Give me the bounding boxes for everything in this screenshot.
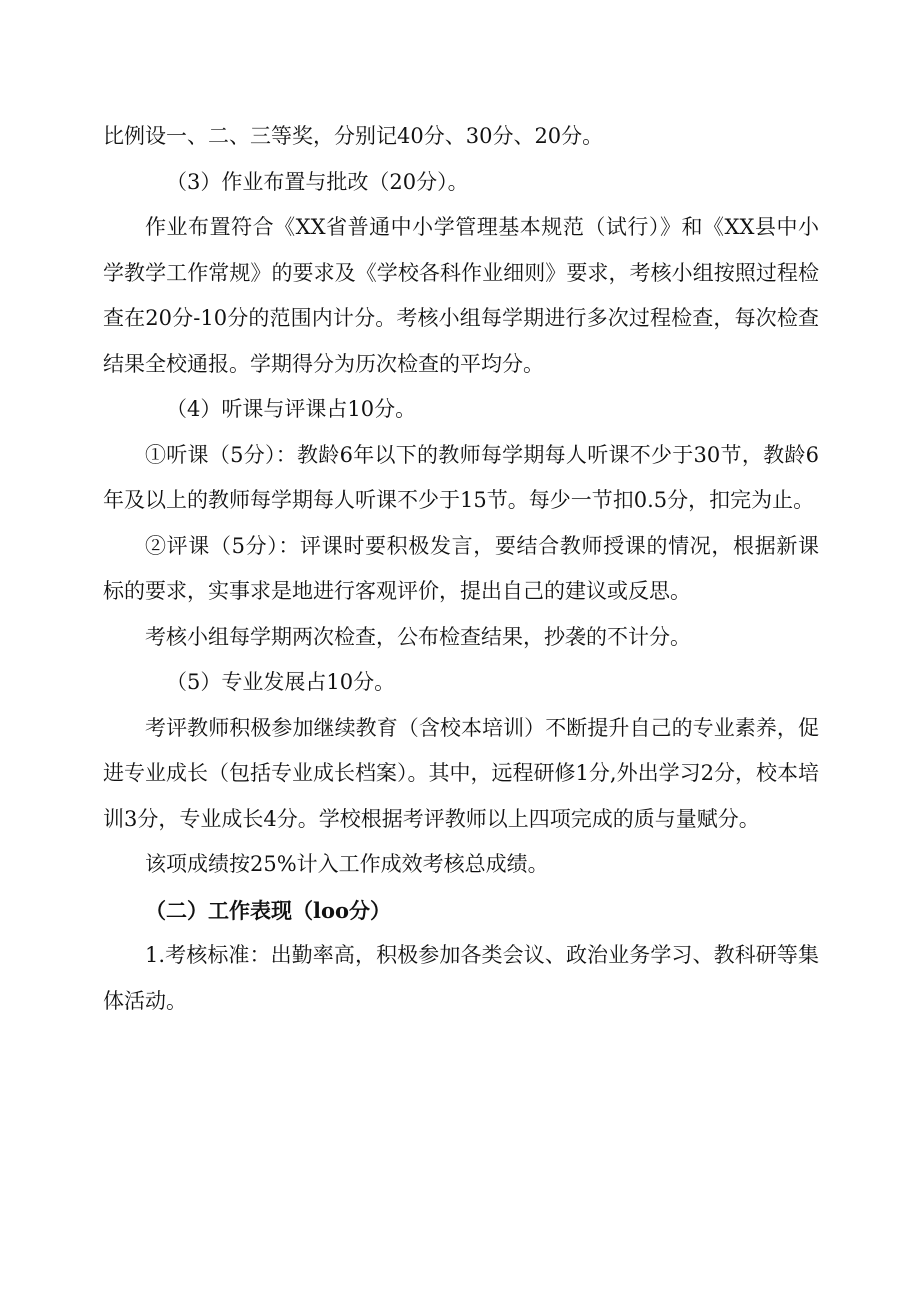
heading-lesson-observation: （4）听课与评课占10分。 — [166, 397, 417, 421]
paragraph-evaluation: ②评课（5分）：评课时要积极发言，要结合教师授课的情况，根据新课标的要求，实事求是地进行客观评价，提出自己的建议或反思。 — [103, 533, 819, 603]
document-body — [103, 114, 819, 1024]
heading-work-performance: （二）工作表现（loo分） — [145, 897, 391, 923]
paragraph-inspection: 考核小组每学期两次检查，公布检查结果，抄袭的不计分。 — [145, 624, 691, 649]
paragraph-assessment-standard: 1.考核标准：出勤率高，积极参加各类会议、政治业务学习、教科研等集体活动。 — [103, 943, 819, 1013]
paragraph-homework-rules: 作业布置符合《XX省普通中小学管理基本规范（试行）》和《XX县中小学教学工作常规》的要求及《学校各科作业细则》要求，考核小组按照过程检查在20分-10分的范围内计分。考核小组每学期进行多次过程检查，每次检查结果全校通报。学期得分为历次检查的平均分。 — [103, 215, 819, 376]
paragraph-score-weight: 该项成绩按25%计入工作成效考核总成绩。 — [145, 852, 549, 876]
paragraph-listening: ①听课（5分）：教龄6年以下的教师每学期每人听课不少于30节，教龄6年及以上的教师每学期每人听课不少于15节。每少一节扣0.5分，扣完为止。 — [103, 442, 819, 512]
paragraph-professional-development: 考评教师积极参加继续教育（含校本培训）不断提升自己的专业素养，促进专业成长（包括专业成长档案）。其中，远程研修1分,外出学习2分，校本培训3分，专业成长4分。学校根据考评教师以上四项完成的质与量赋分。 — [103, 715, 819, 831]
heading-homework: （3）作业布置与批改（20分）。 — [166, 169, 469, 194]
heading-professional-development: （5）专业发展占10分。 — [166, 670, 396, 694]
paragraph-award-ratio: 比例设一、二、三等奖，分别记40分、30分、20分。 — [103, 124, 604, 148]
